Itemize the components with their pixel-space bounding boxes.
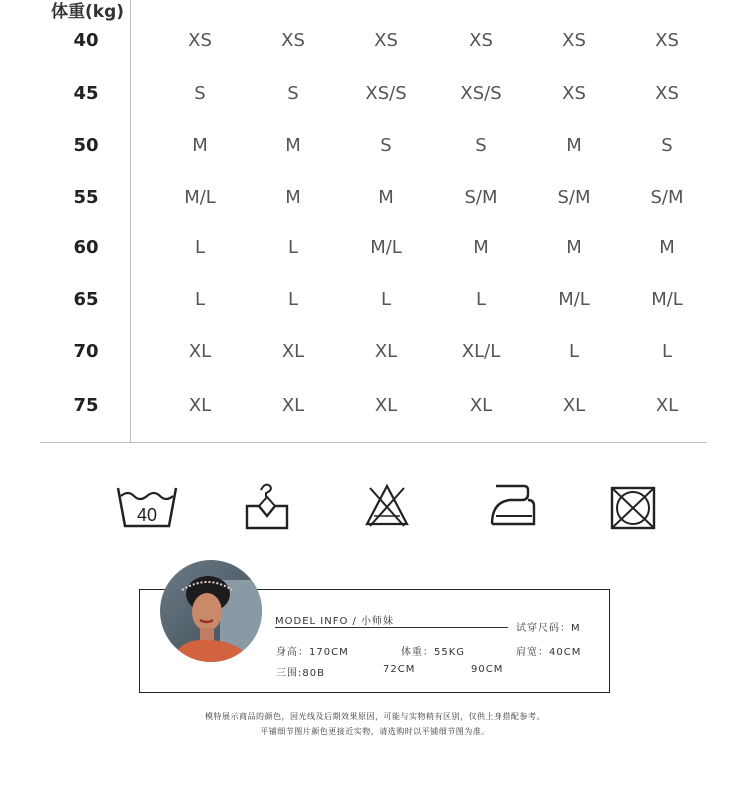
weight-value: 50 bbox=[73, 135, 99, 156]
size-cell: XS bbox=[655, 30, 679, 51]
weight-value: 55 bbox=[73, 187, 99, 208]
weight-value: 75 bbox=[73, 395, 99, 416]
size-cell: M bbox=[659, 237, 675, 258]
wash-40-icon bbox=[115, 480, 179, 530]
weight-value: 70 bbox=[73, 341, 99, 362]
size-cell: M/L bbox=[651, 289, 683, 310]
table-row bbox=[0, 289, 750, 319]
size-cell: M bbox=[378, 187, 394, 208]
size-cell: XL bbox=[469, 395, 493, 416]
size-cell: XS bbox=[469, 30, 493, 51]
size-cell: S bbox=[194, 83, 206, 104]
size-cell: M/L bbox=[558, 289, 590, 310]
model-info-underline bbox=[275, 627, 508, 628]
size-cell: XS bbox=[188, 30, 212, 51]
size-cell: XS bbox=[562, 30, 586, 51]
size-cell: L bbox=[661, 341, 673, 362]
table-divider-vertical bbox=[130, 0, 131, 442]
size-cell: L bbox=[380, 289, 392, 310]
model-shoulder: 肩宽：40CM bbox=[516, 647, 582, 658]
size-cell: S bbox=[661, 135, 673, 156]
no-tumble-dry-icon bbox=[608, 480, 658, 530]
size-cell: XL bbox=[374, 395, 398, 416]
model-avatar bbox=[160, 560, 262, 662]
size-cell: M bbox=[473, 237, 489, 258]
size-cell: S/M bbox=[557, 187, 591, 208]
size-cell: S bbox=[475, 135, 487, 156]
size-cell: XL bbox=[188, 341, 212, 362]
size-cell: XL bbox=[374, 341, 398, 362]
size-cell: XS bbox=[655, 83, 679, 104]
model-hips: 90CM bbox=[471, 664, 504, 675]
hang-dry-icon bbox=[243, 480, 291, 532]
size-cell: M/L bbox=[370, 237, 402, 258]
size-cell: S/M bbox=[464, 187, 498, 208]
size-cell: S/M bbox=[650, 187, 684, 208]
size-cell: M bbox=[566, 135, 582, 156]
size-cell: XS bbox=[374, 30, 398, 51]
model-bust: 三围:80B bbox=[276, 668, 325, 679]
table-divider-horizontal bbox=[40, 442, 707, 443]
model-height: 身高：170CM bbox=[276, 647, 349, 658]
size-cell: L bbox=[194, 237, 206, 258]
weight-value: 40 bbox=[73, 30, 99, 51]
size-cell: XL bbox=[562, 395, 586, 416]
table-row bbox=[0, 237, 750, 267]
size-cell: M bbox=[566, 237, 582, 258]
size-cell: M/L bbox=[184, 187, 216, 208]
trial-size: 试穿尺码：M bbox=[516, 623, 581, 634]
size-cell: M bbox=[285, 135, 301, 156]
size-cell: L bbox=[287, 237, 299, 258]
size-cell: M bbox=[192, 135, 208, 156]
size-cell: M bbox=[285, 187, 301, 208]
size-cell: S bbox=[287, 83, 299, 104]
disclaimer-line-2: 平铺细节图片颜色更接近实物，请选购时以平铺细节图为准。 bbox=[260, 727, 490, 736]
weight-value: 65 bbox=[73, 289, 99, 310]
weight-column-header: 体重(kg) bbox=[51, 2, 125, 22]
iron-icon bbox=[488, 480, 538, 526]
size-cell: XS/S bbox=[365, 83, 407, 104]
care-instructions bbox=[0, 480, 750, 540]
size-cell: XL bbox=[281, 395, 305, 416]
size-cell: XL bbox=[655, 395, 679, 416]
no-bleach-icon bbox=[364, 480, 410, 528]
size-cell: XS bbox=[562, 83, 586, 104]
size-cell: L bbox=[475, 289, 487, 310]
size-cell: XL bbox=[188, 395, 212, 416]
disclaimer-line-1: 模特展示商品的颜色，因光线及后期效果原因，可能与实物稍有区别，仅供上身搭配参考。 bbox=[205, 712, 545, 721]
weight-value: 45 bbox=[73, 83, 99, 104]
size-cell: XL/L bbox=[461, 341, 501, 362]
size-cell: S bbox=[380, 135, 392, 156]
table-row bbox=[0, 135, 750, 165]
wash-temperature: 40 bbox=[136, 505, 158, 525]
model-weight: 体重：55KG bbox=[401, 647, 466, 658]
table-row bbox=[0, 30, 750, 60]
size-cell: XS bbox=[281, 30, 305, 51]
size-cell: XS/S bbox=[460, 83, 502, 104]
size-cell: L bbox=[194, 289, 206, 310]
model-waist: 72CM bbox=[383, 664, 416, 675]
table-row bbox=[0, 395, 750, 425]
table-row bbox=[0, 341, 750, 371]
table-row bbox=[0, 83, 750, 113]
size-cell: XL bbox=[281, 341, 305, 362]
size-cell: L bbox=[568, 341, 580, 362]
model-info-title: MODEL INFO / 小师妹 bbox=[275, 616, 395, 627]
size-cell: L bbox=[287, 289, 299, 310]
table-row bbox=[0, 187, 750, 217]
weight-value: 60 bbox=[73, 237, 99, 258]
